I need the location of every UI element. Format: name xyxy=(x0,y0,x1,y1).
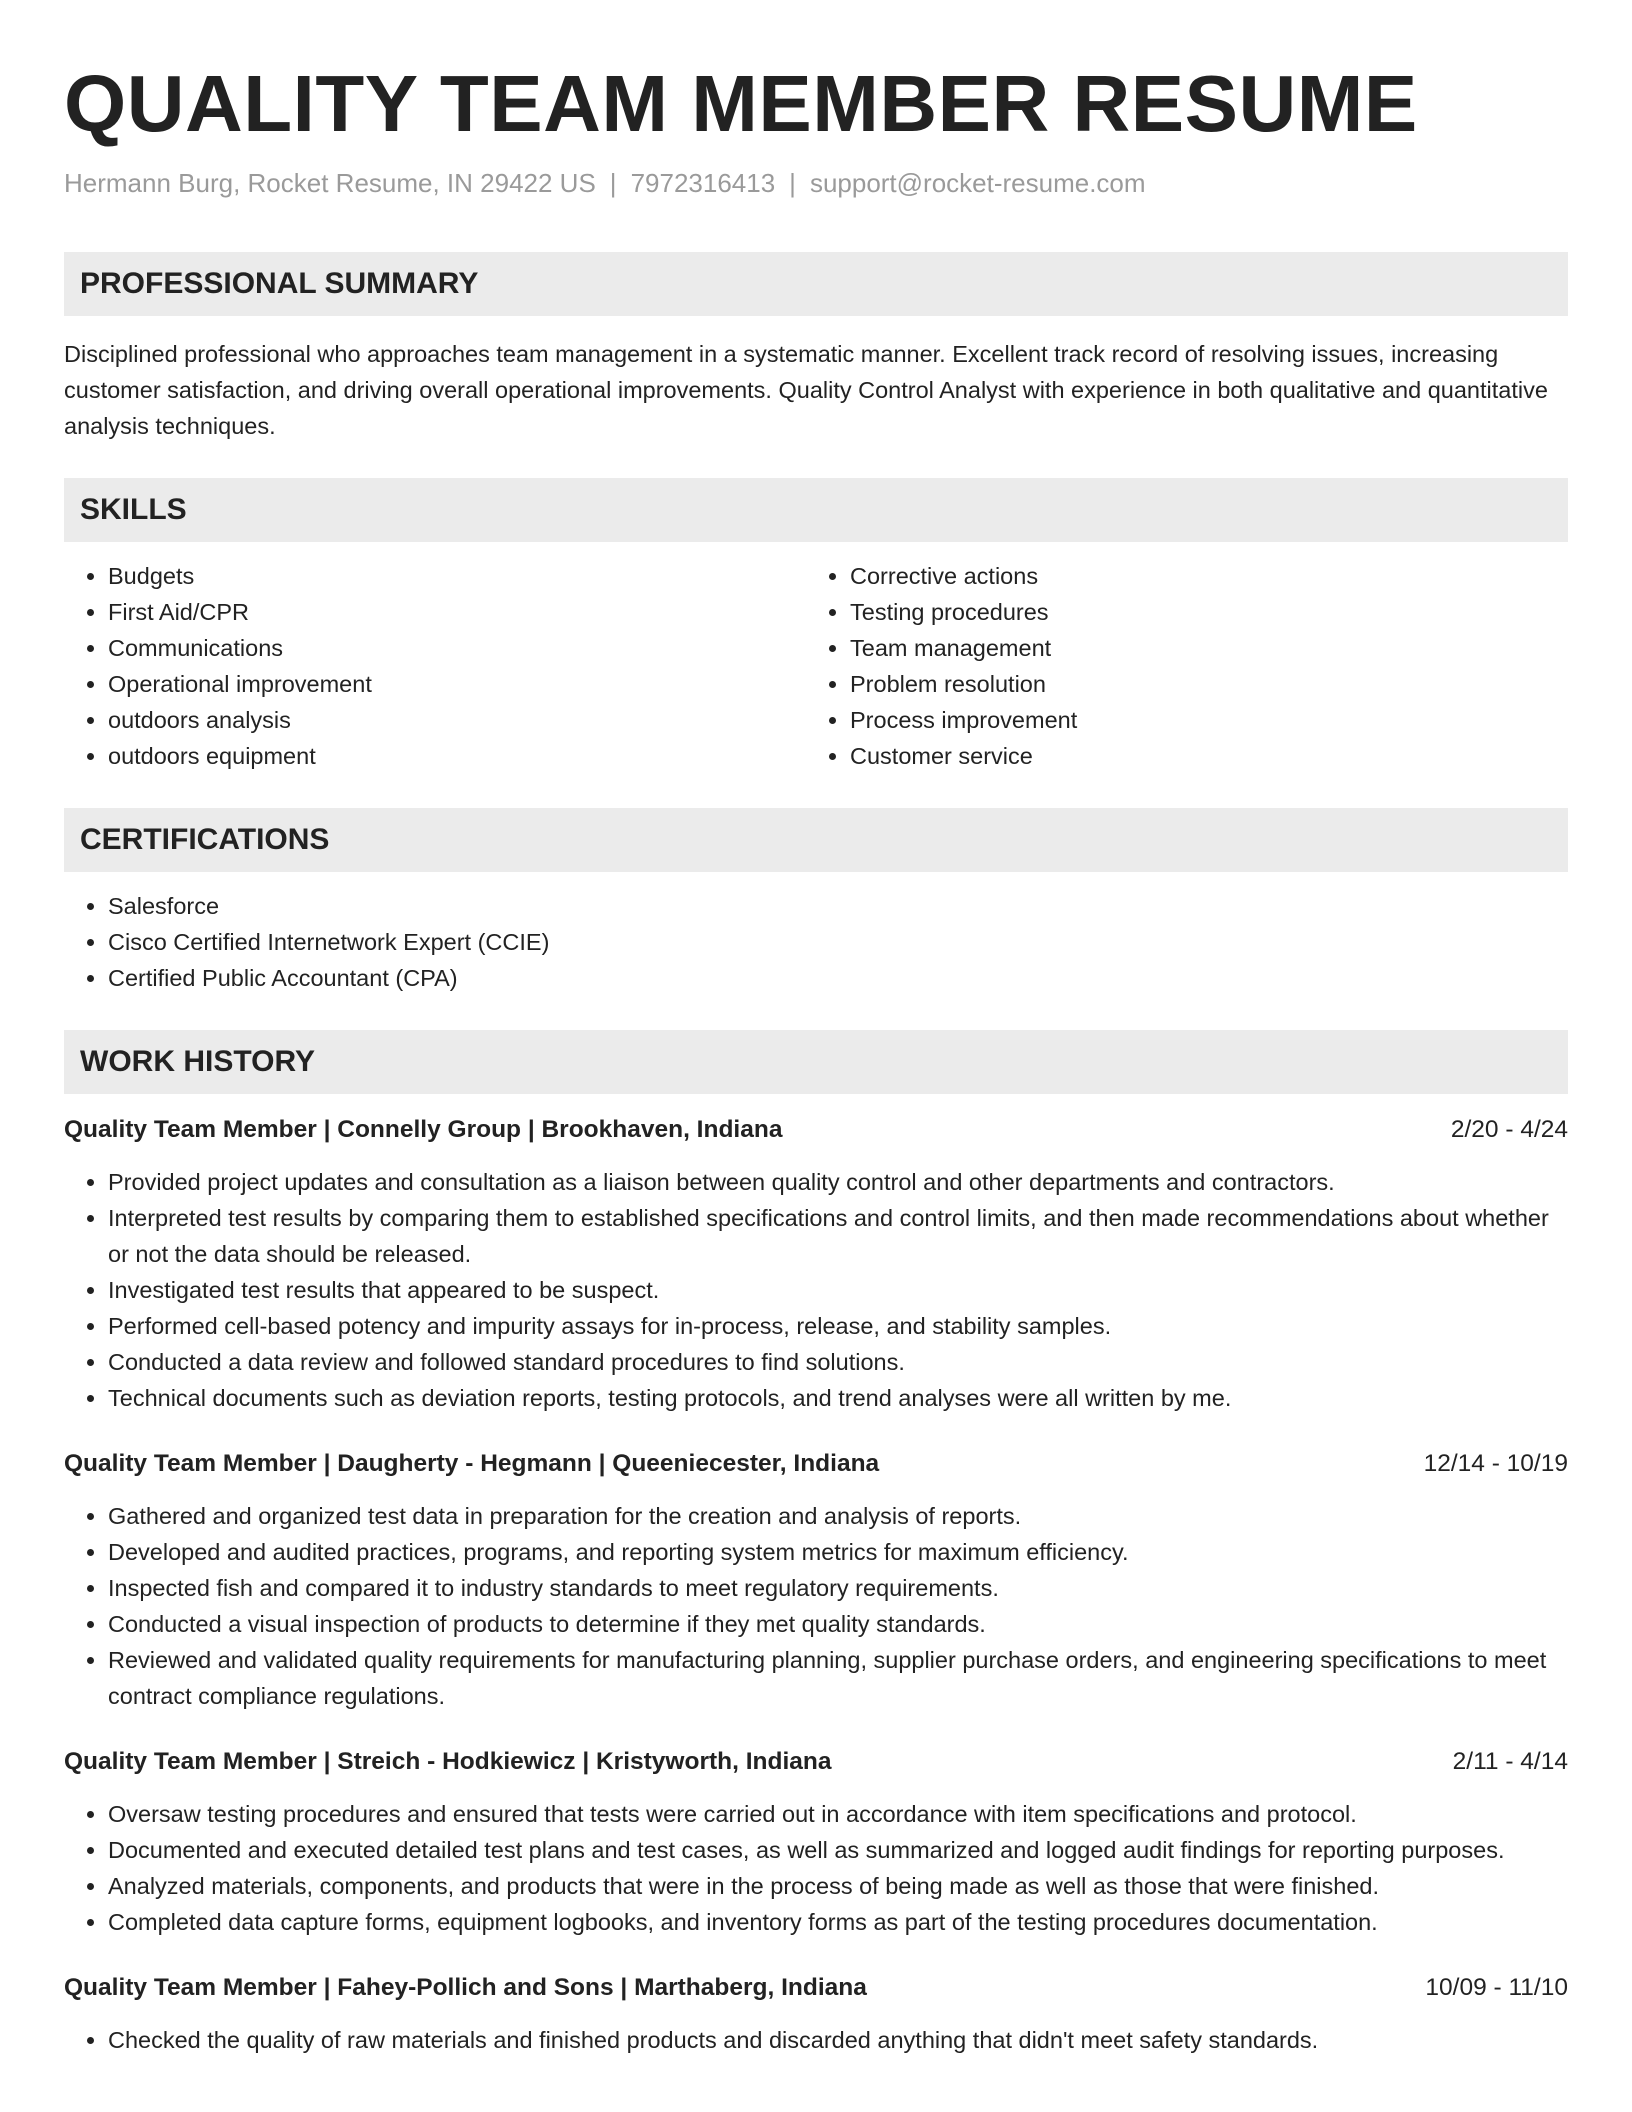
job-bullet: • Conducted a data review and followed standard procedures to find solutions. xyxy=(108,1344,1568,1380)
job-bullet: • Inspected fish and compared it to industry standards to meet regulatory requirements. xyxy=(108,1570,1568,1606)
contact-email[interactable]: support@rocket-resume.com xyxy=(809,168,1146,198)
section-heading-skills: SKILLS xyxy=(64,478,1568,542)
job-title: Quality Team Member | Connelly Group | Brookhaven, Indiana xyxy=(64,1116,783,1143)
job-bullet: • Technical documents such as deviation reports, testing protocols, and trend analyses were all written by me. xyxy=(108,1380,1568,1416)
section-heading-summary: PROFESSIONAL SUMMARY xyxy=(64,252,1568,316)
job-bullet: • Interpreted test results by comparing them to established specifications and control limits, and then made recommendations about whether or not the data should be released. xyxy=(108,1200,1568,1272)
skill-item: • Customer service xyxy=(850,738,1548,774)
skill-item: • Problem resolution xyxy=(850,666,1548,702)
job-entry xyxy=(64,1970,1568,2058)
skill-item: • Corrective actions xyxy=(850,558,1548,594)
job-bullet: • Investigated test results that appeared to be suspect. xyxy=(108,1272,1568,1308)
job-bullet: • Checked the quality of raw materials and finished products and discarded anything that didn't meet safety standards. xyxy=(108,2022,1568,2058)
skill-item: • Communications xyxy=(108,630,806,666)
certification-item: • Salesforce xyxy=(108,888,1568,924)
section-heading-work-history: WORK HISTORY xyxy=(64,1030,1568,1094)
contact-separator: | xyxy=(789,168,796,198)
job-title: Quality Team Member | Daugherty - Hegmann | Queeniecester, Indiana xyxy=(64,1450,880,1477)
skills-grid xyxy=(64,558,1568,774)
job-dates: 2/20 - 4/24 xyxy=(1450,1116,1568,1143)
job-bullet: • Provided project updates and consultation as a liaison between quality control and other departments and contractors. xyxy=(108,1164,1568,1200)
contact-line xyxy=(64,166,1568,200)
job-dates: 12/14 - 10/19 xyxy=(1423,1450,1568,1477)
job-bullet: • Oversaw testing procedures and ensured that tests were carried out in accordance with item specifications and protocol. xyxy=(108,1796,1568,1832)
contact-address: Hermann Burg, Rocket Resume, IN 29422 US xyxy=(64,168,596,198)
skill-item: • outdoors analysis xyxy=(108,702,806,738)
skills-column-right xyxy=(806,558,1548,774)
summary-text: Disciplined professional who approaches team management in a systematic manner. Excellent track record of resolving issues, increasing customer satisfaction, and driving overall operational improvements. Quality Control Analyst with experience in both qualitative and quantitative analysis techniques. xyxy=(64,341,1548,439)
skill-item: • outdoors equipment xyxy=(108,738,806,774)
job-entry xyxy=(64,1112,1568,1416)
contact-phone: 7972316413 xyxy=(630,168,776,198)
job-title: Quality Team Member | Streich - Hodkiewicz | Kristyworth, Indiana xyxy=(64,1748,832,1775)
section-heading-certifications: CERTIFICATIONS xyxy=(64,808,1568,872)
certification-item: • Certified Public Accountant (CPA) xyxy=(108,960,1568,996)
skill-item: • Team management xyxy=(850,630,1548,666)
job-bullet: • Reviewed and validated quality requirements for manufacturing planning, supplier purchase orders, and engineering specifications to meet contract compliance regulations. xyxy=(108,1642,1568,1714)
job-bullet: • Completed data capture forms, equipment logbooks, and inventory forms as part of the testing procedures documentation. xyxy=(108,1904,1568,1940)
skill-item: • Operational improvement xyxy=(108,666,806,702)
job-bullet: • Conducted a visual inspection of products to determine if they met quality standards. xyxy=(108,1606,1568,1642)
skill-item: • Budgets xyxy=(108,558,806,594)
job-bullet: • Gathered and organized test data in preparation for the creation and analysis of reports. xyxy=(108,1498,1568,1534)
job-bullet: • Documented and executed detailed test plans and test cases, as well as summarized and logged audit findings for reporting purposes. xyxy=(108,1832,1568,1868)
job-entry xyxy=(64,1744,1568,1940)
skill-item: • Process improvement xyxy=(850,702,1548,738)
contact-separator: | xyxy=(609,168,617,198)
job-dates: 2/11 - 4/14 xyxy=(1452,1748,1568,1775)
certification-list xyxy=(64,888,1568,996)
skill-item: • First Aid/CPR xyxy=(108,594,806,630)
job-bullet: • Analyzed materials, components, and products that were in the process of being made as well as those that were finished. xyxy=(108,1868,1568,1904)
job-bullet: • Performed cell-based potency and impurity assays for in-process, release, and stability samples. xyxy=(108,1308,1568,1344)
skills-column-left xyxy=(64,558,806,774)
job-entry xyxy=(64,1446,1568,1714)
job-title: Quality Team Member | Fahey-Pollich and Sons | Marthaberg, Indiana xyxy=(64,1974,867,2001)
certification-item: • Cisco Certified Internetwork Expert (CCIE) xyxy=(108,924,1568,960)
resume-title: QUALITY TEAM MEMBER RESUME xyxy=(64,59,1418,148)
job-dates: 10/09 - 11/10 xyxy=(1425,1974,1568,2001)
skill-item: • Testing procedures xyxy=(850,594,1548,630)
job-bullet: • Developed and audited practices, programs, and reporting system metrics for maximum efficiency. xyxy=(108,1534,1568,1570)
